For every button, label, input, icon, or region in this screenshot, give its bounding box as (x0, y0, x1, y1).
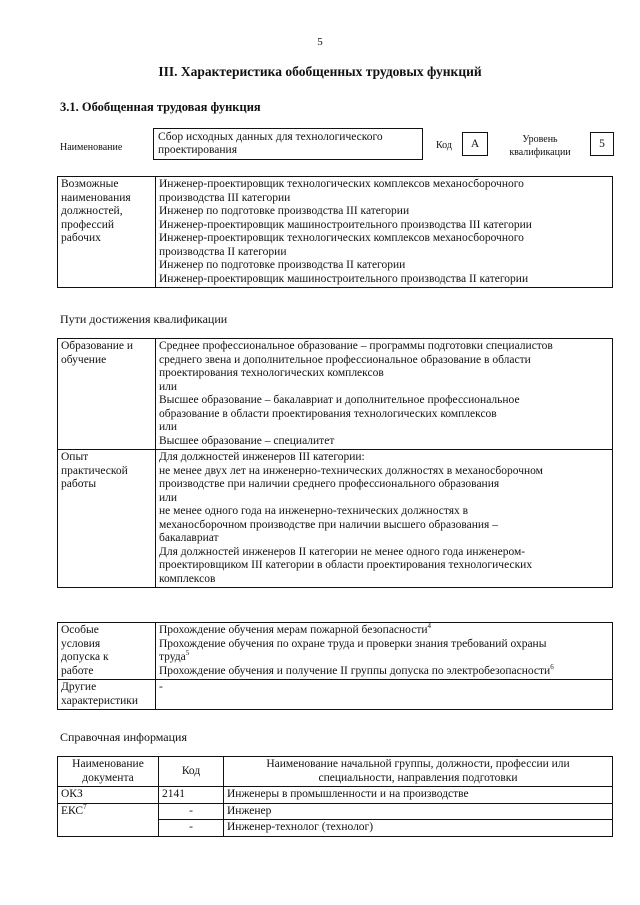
qualification-paths-title: Пути достижения квалификации (60, 312, 228, 326)
experience-text-cell (156, 450, 613, 588)
admission-text-cell (156, 623, 613, 680)
admission-fire-text: Прохождение обучения мерам пожарной безопасности (159, 624, 428, 636)
function-name-box (153, 128, 423, 160)
education-label-cell (58, 339, 156, 450)
experience-line: не менее одного года на инженерно-технических должностях в (159, 505, 469, 517)
education-line: проектирования технологических комплексов (159, 367, 384, 379)
experience-line: бакалавриат (159, 532, 219, 544)
positions-label-cell (58, 177, 156, 288)
admission-label-line: работе (61, 664, 94, 677)
header-doc (58, 757, 159, 787)
admission-line-fire (159, 624, 609, 638)
positions-label-line: Возможные (61, 178, 119, 190)
position-item: Инженер-проектировщик технологических комплексов механосборочного (159, 178, 524, 190)
other-label-line: Другие (61, 681, 97, 693)
header-code: Код (159, 757, 224, 787)
reference-table (57, 756, 613, 837)
footnote-ref: 7 (83, 802, 87, 811)
education-label-line: Образование и (61, 340, 134, 352)
education-label-line: обучение (61, 353, 107, 366)
education-line: или (159, 380, 178, 393)
level-label (500, 133, 580, 159)
education-text-cell (156, 339, 613, 450)
education-line: или (159, 421, 178, 433)
experience-line: комплексов (159, 572, 216, 585)
experience-line: механосборочном производстве при наличии высшего образования – (159, 518, 498, 531)
positions-label-line: наименования (61, 191, 131, 204)
row-code: - (159, 803, 224, 820)
admission-line-electric (159, 662, 609, 679)
admission-label-cell (58, 623, 156, 680)
level-value-box: 5 (590, 132, 614, 156)
header-doc-line: документа (82, 771, 134, 784)
experience-label-line: практической (61, 464, 128, 477)
header-name-line: специальности, направления подготовки (318, 771, 518, 784)
position-item: производства III категории (159, 191, 291, 204)
admission-labor-end-text: труда (159, 651, 186, 663)
table-row (58, 787, 613, 804)
section-title: III. Характеристика обобщенных трудовых функций (158, 64, 482, 79)
experience-line: Для должностей инженеров II категории не менее одного года инженером- (159, 545, 526, 558)
row-code: 2141 (159, 787, 224, 804)
positions-label-line: профессий (61, 218, 115, 231)
positions-list-cell (156, 177, 613, 288)
education-line: образование в области проектирования технологических комплексов (159, 407, 497, 420)
qualification-table (57, 338, 613, 588)
row-name: Инженер-технолог (технолог) (224, 820, 613, 837)
reference-header-row (58, 757, 613, 787)
reference-title: Справочная информация (60, 730, 187, 744)
footnote-ref: 5 (185, 649, 190, 658)
experience-line: проектировщиком III категории в области проектирования технологических (159, 559, 533, 571)
positions-label-line: должностей, (61, 205, 123, 217)
header-name (224, 757, 613, 787)
other-label-line: характеристики (61, 694, 139, 707)
admission-electric-text: Прохождение обучения и получение II группы допуска по электробезопасности (159, 664, 551, 677)
footnote-ref: 6 (550, 662, 554, 671)
header-name-line: Наименование начальной группы, должности, профессии или (266, 758, 570, 770)
level-label-line-2: квалификации (509, 147, 571, 158)
header-doc-line: Наименование (72, 758, 144, 770)
experience-line: Для должностей инженеров III категории: (159, 451, 365, 463)
code-label: Код (436, 140, 452, 151)
row-doc-text: ЕКС (61, 804, 84, 817)
experience-label-cell (58, 450, 156, 588)
position-item: Инженер-проектировщик машиностроительного производства II категории (159, 272, 529, 285)
other-value-cell: - (156, 680, 613, 710)
level-label-line-1: Уровень (522, 134, 558, 145)
admission-label-line: Особые (61, 624, 99, 636)
experience-line: производстве при наличии среднего профессионального образования (159, 478, 500, 490)
experience-label-line: работы (61, 478, 97, 490)
admission-label-line: допуска к (61, 651, 109, 663)
admission-line-labor: Прохождение обучения по охране труда и проверки знания требований охраны (159, 637, 547, 650)
experience-line: или (159, 491, 178, 504)
row-name: Инженеры в промышленности и на производстве (224, 787, 613, 804)
table-row (58, 803, 613, 820)
row-code: - (159, 820, 224, 837)
positions-label-line: рабочих (61, 232, 101, 244)
admission-line-labor-end (159, 651, 609, 665)
name-label: Наименование (60, 142, 123, 153)
page-number: 5 (317, 36, 323, 48)
footnote-ref: 4 (427, 622, 432, 631)
row-doc (58, 803, 159, 836)
function-subtitle: 3.1. Обобщенная трудовая функция (60, 100, 261, 114)
admission-label-line: условия (61, 637, 101, 650)
education-line: Высшее образование – бакалавриат и дополнительное профессиональное (159, 394, 520, 406)
position-item: Инженер по подготовке производства III категории (159, 205, 410, 217)
experience-line: не менее двух лет на инженерно-технических должностях в механосборочном (159, 464, 543, 477)
row-doc-text: ОКЗ (61, 788, 83, 800)
position-item: Инженер по подготовке производства II категории (159, 259, 406, 271)
position-item: производства II категории (159, 245, 287, 258)
education-line: среднего звена и дополнительное профессиональное образование в области (159, 353, 531, 366)
code-value-box: A (462, 132, 488, 156)
function-name-line-1: Сбор исходных данных для технологического (158, 131, 383, 143)
row-doc (58, 787, 159, 804)
row-name: Инженер (224, 803, 613, 820)
function-name-line-2: проектирования (158, 144, 237, 156)
position-item: Инженер-проектировщик машиностроительного производства III категории (159, 218, 532, 231)
positions-table (57, 176, 613, 288)
position-item: Инженер-проектировщик технологических комплексов механосборочного (159, 232, 524, 244)
other-label-cell (58, 680, 156, 710)
admission-table (57, 622, 613, 710)
education-line: Высшее образование – специалитет (159, 434, 335, 447)
experience-label-line: Опыт (61, 451, 89, 463)
education-line: Среднее профессиональное образование – программы подготовки специалистов (159, 340, 553, 352)
